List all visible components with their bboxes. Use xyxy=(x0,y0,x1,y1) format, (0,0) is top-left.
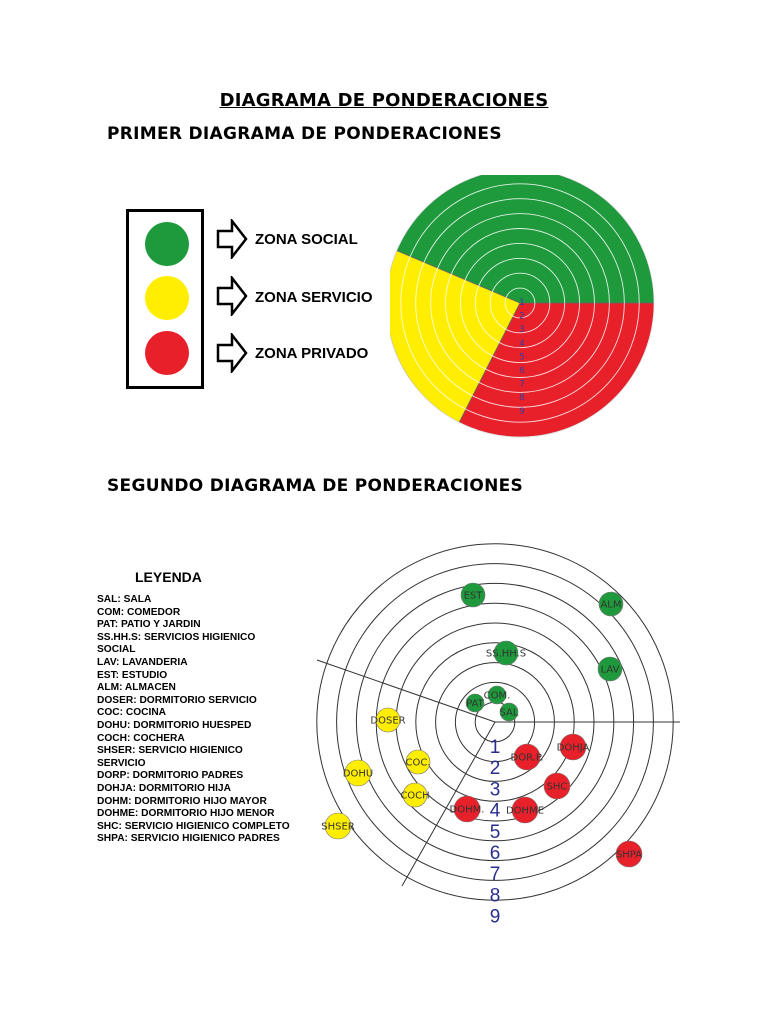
weight-ring-number: 8 xyxy=(489,885,501,907)
pie-ring-number: 9 xyxy=(519,406,525,417)
legend-item: DOHU: DORMITORIO HUESPED xyxy=(97,719,252,731)
service-zone-dot xyxy=(145,276,189,320)
zoning-pie-diagram xyxy=(390,175,660,455)
legend-item: COM: COMEDOR xyxy=(97,606,181,618)
node-label: ALM xyxy=(600,599,622,611)
legend-item: PAT: PATIO Y JARDIN xyxy=(97,619,201,631)
node-social xyxy=(500,703,519,721)
node-label: DOHJA xyxy=(556,742,590,754)
private-zone-dot xyxy=(145,331,189,375)
legend-item: COCH: COCHERA xyxy=(97,732,185,744)
node-label: EST xyxy=(463,590,483,602)
node-social xyxy=(486,641,526,665)
weight-ring-number: 1 xyxy=(489,737,501,758)
pie-ring-number: 4 xyxy=(519,338,525,349)
node-label: SS.HH.S xyxy=(485,648,527,660)
node-label: SHC xyxy=(546,781,568,793)
section1-heading: PRIMER DIAGRAMA DE PONDERACIONES xyxy=(107,124,502,144)
node-servicio xyxy=(405,750,430,774)
node-privado xyxy=(616,841,642,867)
legend-item: LAV: LAVANDERIA xyxy=(97,656,188,668)
legend-item: EST: ESTUDIO xyxy=(97,669,168,681)
node-servicio xyxy=(321,813,355,839)
legend-item: COC: COCINA xyxy=(97,707,167,719)
pie-ring-number: 6 xyxy=(519,366,525,376)
social-zone-dot xyxy=(145,222,189,266)
weighting-ring-diagram xyxy=(310,525,690,930)
weight-ring-number: 3 xyxy=(489,779,501,801)
node-privado xyxy=(544,773,570,799)
legend-item: DOHM: DORMITORIO HIJO MAYOR xyxy=(97,795,267,807)
zone-social-label: ZONA SOCIAL xyxy=(255,231,358,248)
zone-private-label: ZONA PRIVADO xyxy=(255,345,369,362)
node-servicio xyxy=(343,760,373,786)
legend-item: SOCIAL xyxy=(97,644,136,656)
node-label: DOHM. xyxy=(449,804,485,816)
node-label: DOHU xyxy=(342,768,374,780)
weight-ring-number: 4 xyxy=(489,800,501,822)
legend-item: DOHJA: DORMITORIO HIJA xyxy=(97,782,231,794)
node-social xyxy=(598,657,622,681)
arrow-right-icon xyxy=(216,276,248,316)
legend-item: DOHME: DORMITORIO HIJO MENOR xyxy=(97,808,275,820)
node-label: DOHME xyxy=(505,805,545,817)
arrow-right-icon xyxy=(216,333,248,373)
node-label: SAL xyxy=(499,707,519,719)
arrow-right-icon xyxy=(216,219,248,259)
node-social xyxy=(466,694,485,712)
legend-title: LEYENDA xyxy=(135,569,202,585)
pie-ring-number: 3 xyxy=(519,325,525,336)
legend-list xyxy=(97,594,290,846)
legend-item: DORP: DORMITORIO PADRES xyxy=(97,770,244,782)
pie-ring-number: 5 xyxy=(519,352,525,363)
node-servicio xyxy=(370,708,405,732)
pie-ring-number: 2 xyxy=(519,311,525,322)
weight-ring-number: 6 xyxy=(489,843,501,864)
section2-heading: SEGUNDO DIAGRAMA DE PONDERACIONES xyxy=(107,476,524,496)
node-social xyxy=(484,686,511,704)
weight-ring-number: 7 xyxy=(489,864,501,886)
node-label: COCH xyxy=(400,790,430,802)
node-privado xyxy=(557,734,590,760)
legend-item: SERVICIO xyxy=(97,757,146,769)
page-title: DIAGRAMA DE PONDERACIONES xyxy=(219,90,549,111)
node-label: DOR.P. xyxy=(510,752,544,764)
weight-ring-number: 5 xyxy=(489,821,501,843)
node-label: SHSER xyxy=(321,821,355,833)
node-label: DOSER xyxy=(370,715,406,727)
legend-item: DOSER: DORMITORIO SERVICIO xyxy=(97,694,257,706)
weight-ring-number: 9 xyxy=(489,906,501,928)
node-social xyxy=(461,583,485,607)
node-label: LAV xyxy=(600,664,620,676)
zone-service-label: ZONA SERVICIO xyxy=(255,289,373,306)
legend-item: SHPA: SERVICIO HIGIENICO PADRES xyxy=(97,833,280,845)
legend-item: ALM: ALMACEN xyxy=(97,682,176,694)
node-privado xyxy=(511,744,544,770)
legend-item: SHC: SERVICIO HIGIENICO COMPLETO xyxy=(97,820,290,832)
legend-item: SHSER: SERVICIO HIGIENICO xyxy=(97,745,243,757)
legend-item: SAL: SALA xyxy=(97,594,152,605)
node-label: COC. xyxy=(405,757,431,769)
node-servicio xyxy=(400,783,429,807)
node-label: COM. xyxy=(483,690,511,702)
pie-ring-number: 1 xyxy=(519,298,525,308)
zone-color-legend xyxy=(126,209,204,389)
pie-ring-number: 8 xyxy=(519,393,525,404)
node-label: PAT xyxy=(466,698,484,710)
legend-item: SS.HH.S: SERVICIOS HIGIENICO xyxy=(97,631,256,643)
node-label: SHPA xyxy=(615,849,643,861)
pie-ring-number: 7 xyxy=(519,379,525,390)
node-social xyxy=(599,592,623,616)
weight-ring-number: 2 xyxy=(489,758,501,780)
